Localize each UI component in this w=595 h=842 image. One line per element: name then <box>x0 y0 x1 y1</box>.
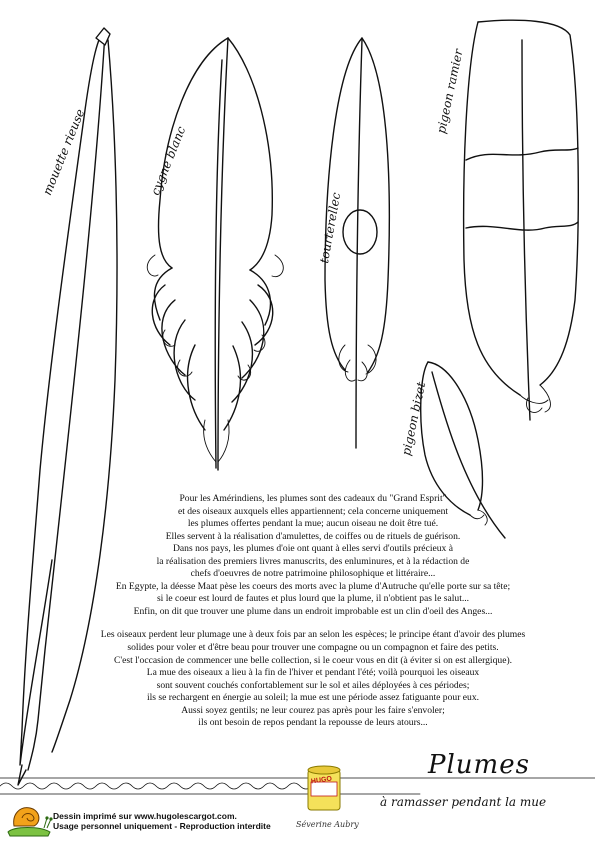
text-line: ils se rechargent en énergie au soleil; la mue est une période assez fatiguante pour eux. <box>146 692 480 704</box>
feather-cygne-blanc <box>147 38 283 470</box>
feather-tourterelle <box>325 38 389 448</box>
text-line: la réalisation des premiers livres manuscrits, des enluminures, et à la rédaction de <box>156 555 470 567</box>
decorative-border <box>0 775 595 794</box>
text-line: solides pour voler et d'être beau pour trouver une compagne ou un compagnon et faire des petits. <box>127 642 499 654</box>
page-title: Plumes <box>428 750 530 780</box>
text-line: chefs d'oeuvres de notre patrimoine philosophique et littéraire... <box>190 568 436 580</box>
label-pigeon-bizet: pigeon bizet <box>399 380 429 457</box>
text-line: et des oiseaux auxquels elles appartiennent; cela concerne uniquement <box>177 505 449 517</box>
paint-jar-icon <box>308 766 340 810</box>
text-line: si le coeur est lourd de fautes et plus lourd que la plume, il n'obtient pas le salut... <box>156 593 470 605</box>
text-line: Aussi soyez gentils; ne leur courez pas après pour les faire s'envoler; <box>181 704 445 716</box>
text-line: La mue des oiseaux a lieu à la fin de l'hiver et pendant l'été; voilà pourquoi les oiseaux <box>146 667 480 679</box>
text-line: C'est l'occasion de commencer une belle collection, si le coeur vous en dit (à éviter si on est allergique). <box>113 654 513 666</box>
paragraph-1 <box>98 493 528 618</box>
text-line: Dans nos pays, les plumes d'oie ont quant à elles servi d'outils précieux à <box>172 543 454 555</box>
footer <box>53 811 271 831</box>
text-line: Pour les Amérindiens, les plumes sont des cadeaux du "Grand Esprit" <box>179 493 447 504</box>
label-tourterelle: tourterellec <box>317 191 344 265</box>
text-line: ils ont besoin de repos pendant la repousse de leurs atours... <box>198 717 428 729</box>
label-cygne-blanc: cygne blanc <box>148 124 189 198</box>
text-line: sont souvent couchés confortablement sur le sol et ailes déployées à ces périodes; <box>156 679 470 691</box>
label-pigeon-ramier: pigeon ramier <box>434 47 466 135</box>
text-line: Les oiseaux perdent leur plumage une à deux fois par an selon les espèces; le principe étant d'avoir des plumes <box>100 629 526 641</box>
snail-logo-icon <box>8 808 53 836</box>
feather-pigeon-ramier <box>464 20 579 420</box>
body-text <box>98 493 528 741</box>
paragraph-2 <box>98 629 528 729</box>
text-line: les plumes offertes pendant la mue; aucun oiseau ne doit être tué. <box>187 518 439 530</box>
label-mouette-rieuse: mouette rieuse <box>40 107 88 198</box>
jar-label: HUGO <box>310 775 333 786</box>
text-line: En Egypte, la déesse Maat pèse les coeurs des morts avec la plume d'Autruche qu'elle porte sur sa tête; <box>115 580 511 592</box>
page-subtitle: à ramasser pendant la mue <box>380 795 547 809</box>
text-line: Enfin, on dit que trouver une plume dans un endroit improbable est un clin d'oeil des Anges... <box>133 605 493 617</box>
artist-signature: Séverine Aubry <box>296 820 359 829</box>
footer-line-2: Usage personnel uniquement - Reproduction interdite <box>53 821 271 831</box>
footer-line-1: Dessin imprimé sur www.hugolescargot.com. <box>53 811 237 821</box>
text-line: Elles servent à la réalisation d'amulettes, de coiffes ou de rituels de guérison. <box>165 530 461 542</box>
